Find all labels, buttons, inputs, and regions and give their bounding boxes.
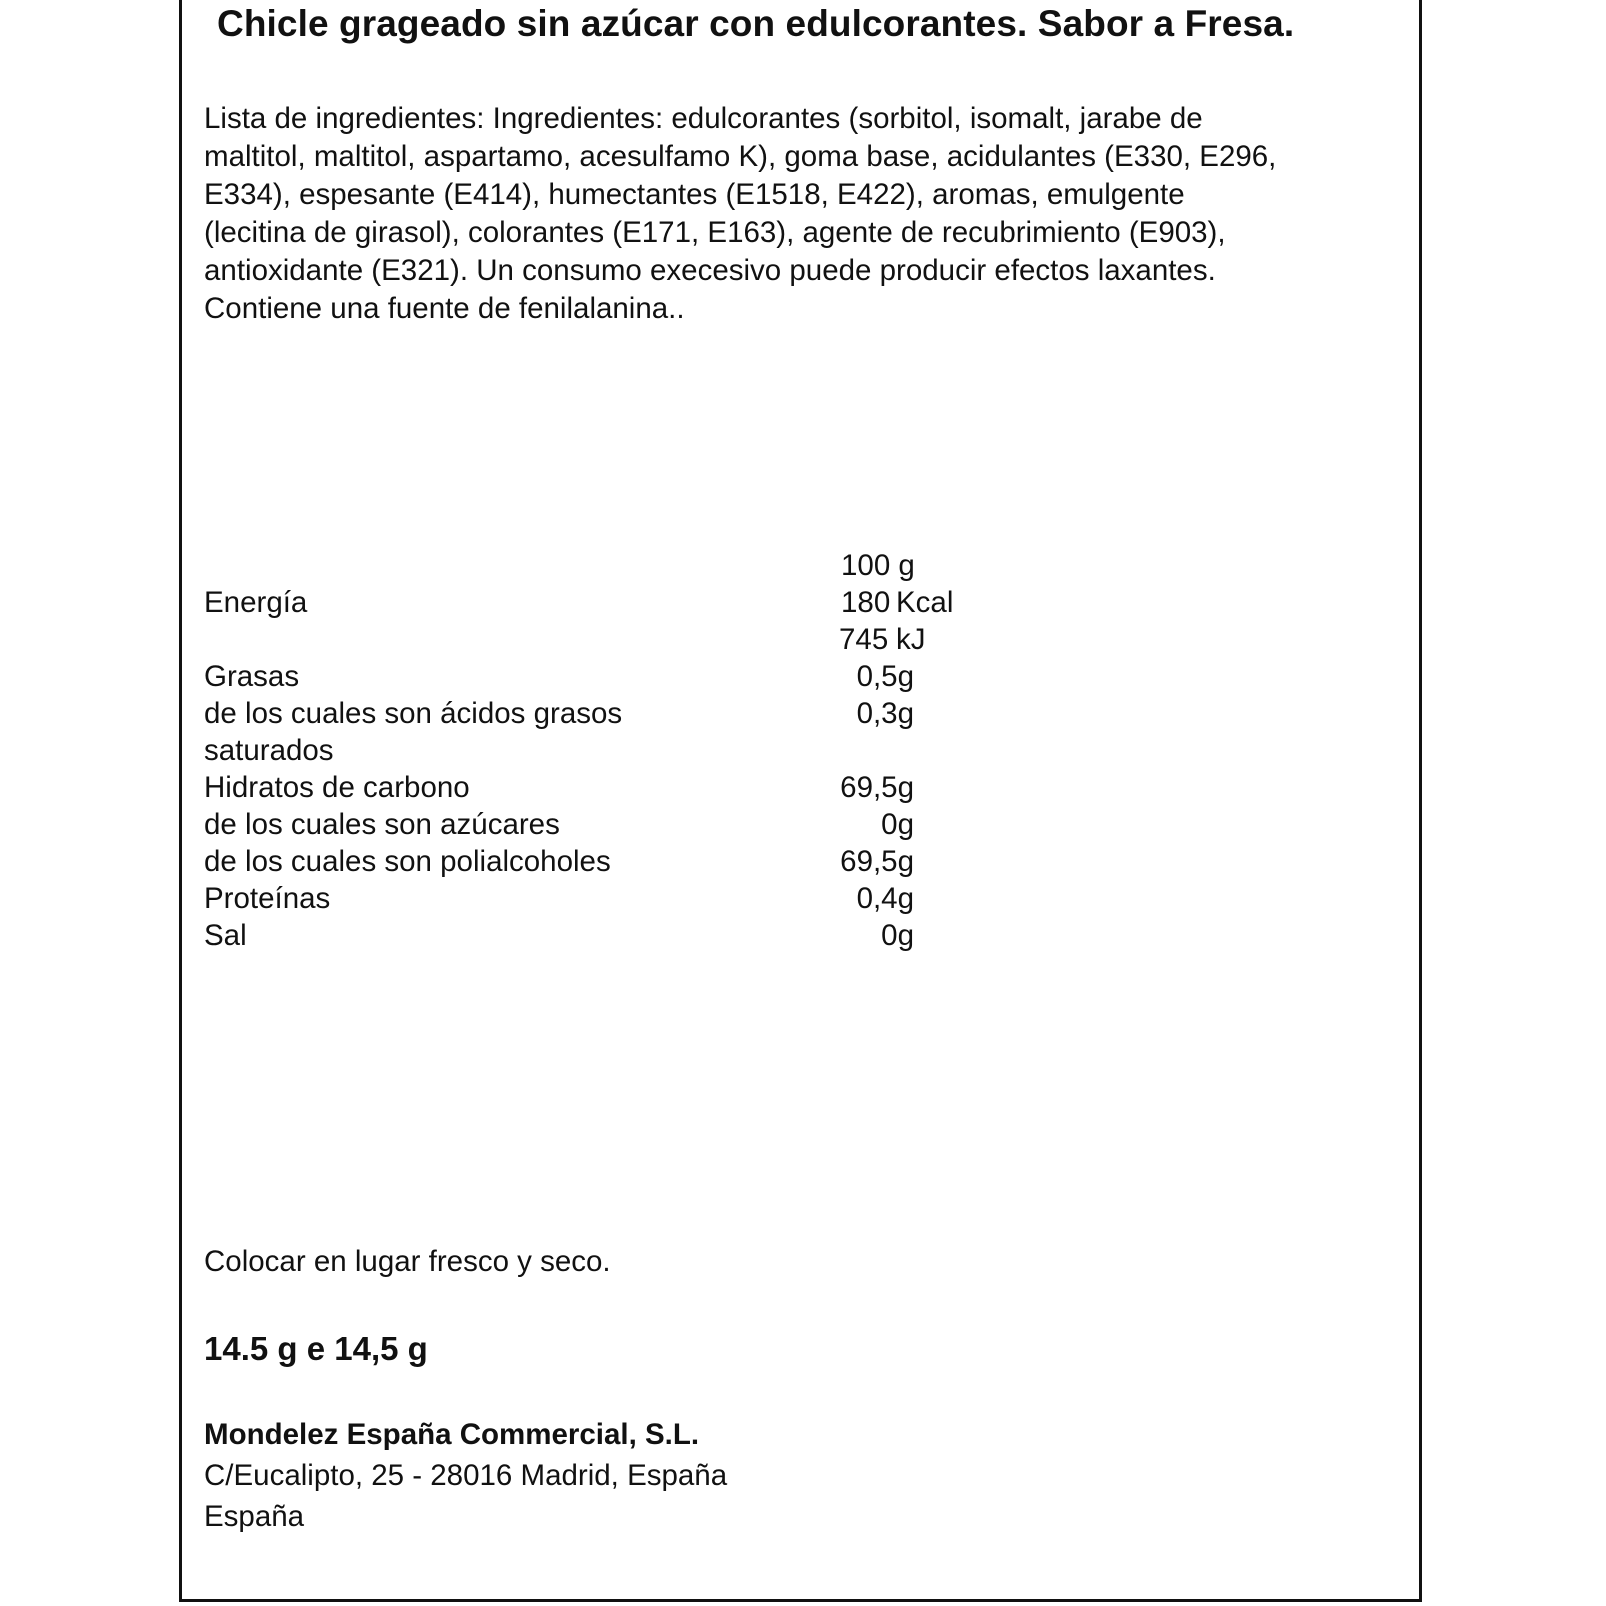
polyols-value: 69,5g xyxy=(840,845,914,878)
saturated-value: 0,3g xyxy=(856,697,914,730)
ingredients-line: maltitol, maltitol, aspartamo, acesulfamo K), goma base, acidulantes (E330, E296, xyxy=(204,140,1277,173)
energy-label: Energía xyxy=(204,586,308,619)
ingredients-line: E334), espesante (E414), humectantes (E1518, E422), aromas, emulgente xyxy=(204,178,1185,211)
saturated-label: de los cuales son ácidos grasos xyxy=(204,697,623,730)
energy-kcal-unit: Kcal xyxy=(896,586,954,619)
carbs-label: Hidratos de carbono xyxy=(204,771,470,804)
protein-value: 0,4g xyxy=(856,882,914,915)
fat-value: 0,5g xyxy=(856,660,914,693)
ingredients-line: (lecitina de girasol), colorantes (E171, E163), agente de recubrimiento (E903), xyxy=(204,216,1226,249)
company-address: C/Eucalipto, 25 - 28016 Madrid, España xyxy=(204,1459,728,1492)
nutrition-header: 100 g xyxy=(841,549,915,582)
carbs-value: 69,5g xyxy=(840,771,914,804)
country: España xyxy=(204,1500,305,1533)
ingredients-line: Lista de ingredientes: Ingredientes: edulcorantes (sorbitol, isomalt, jarabe de xyxy=(204,102,1203,135)
net-weight: 14.5 g e 14,5 g xyxy=(204,1330,428,1367)
ingredients-line: antioxidante (E321). Un consumo execesivo puede producir efectos laxantes. xyxy=(204,254,1216,287)
polyols-label: de los cuales son polialcoholes xyxy=(204,845,611,878)
saturated-label-continued: saturados xyxy=(204,734,334,767)
sugars-label: de los cuales son azúcares xyxy=(204,808,560,841)
salt-value: 0g xyxy=(881,919,914,952)
energy-kj-value: 745 xyxy=(839,623,889,656)
company-name: Mondelez España Commercial, S.L. xyxy=(204,1418,700,1451)
salt-label: Sal xyxy=(204,919,247,952)
energy-kj-unit: kJ xyxy=(896,623,926,656)
protein-label: Proteínas xyxy=(204,882,331,915)
storage-instructions: Colocar en lugar fresco y seco. xyxy=(204,1245,611,1278)
ingredients-line: Contiene una fuente de fenilalanina.. xyxy=(204,292,685,325)
sugars-value: 0g xyxy=(881,808,914,841)
fat-label: Grasas xyxy=(204,660,300,693)
energy-kcal-value: 180 xyxy=(841,586,891,619)
ingredients-list xyxy=(204,100,1389,328)
product-title: Chicle grageado sin azúcar con edulcorantes. Sabor a Fresa. xyxy=(217,3,1295,44)
